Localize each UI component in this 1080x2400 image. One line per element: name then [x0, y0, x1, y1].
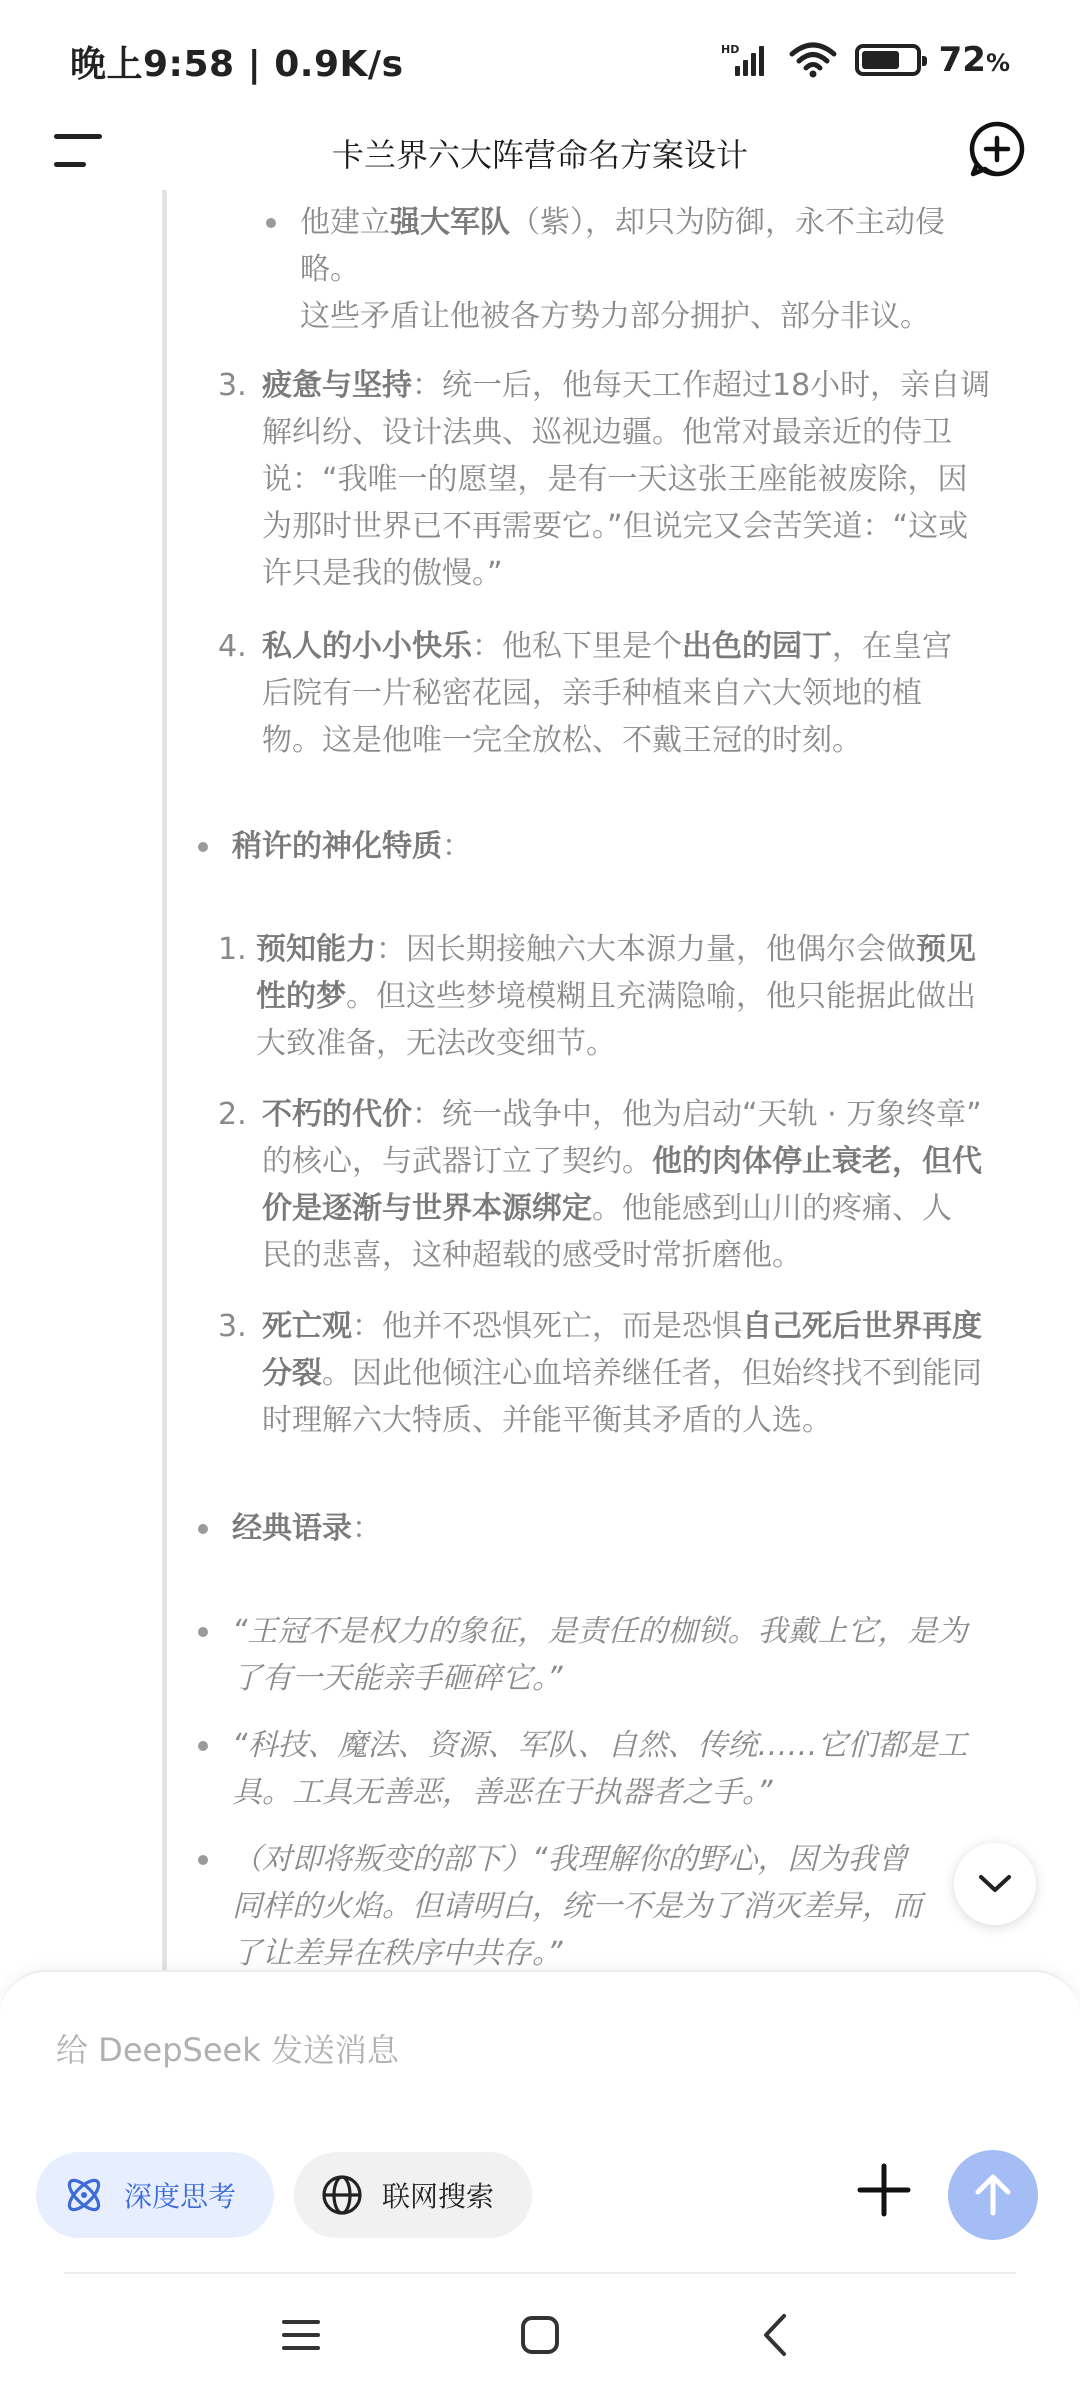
bold-text: 分裂 [262, 1356, 322, 1391]
battery-percent [939, 40, 1010, 80]
bullet-dot [198, 1855, 208, 1865]
bullet-dot [198, 1741, 208, 1751]
text-span: 。因此他倾注心血培养继任者，但始终找不到能同 [322, 1356, 982, 1391]
list-item [262, 363, 990, 409]
list-item [256, 927, 976, 973]
app-header [0, 120, 1080, 180]
text-span: ： [442, 829, 472, 864]
text-span: 。但这些梦境模糊且充满隐喻，他只能据此做出 [346, 979, 976, 1014]
home-icon[interactable] [515, 2310, 565, 2360]
send-button[interactable] [948, 2150, 1038, 2240]
bold-text: 稍许的神化特质 [232, 829, 442, 864]
atom-icon [62, 2173, 106, 2217]
bold-text: 疲惫与坚持 [262, 368, 412, 403]
list-item-line: 民的悲喜，这种超载的感受时常折磨他。 [262, 1238, 802, 1273]
new-chat-button[interactable] [968, 120, 1026, 178]
battery-unit: % [985, 49, 1010, 77]
quote-line: 了有一天能亲手砸碎它。” [232, 1661, 563, 1696]
bullet-dot [198, 842, 208, 852]
quote-line: 了让差异在秩序中共存。” [232, 1936, 563, 1970]
quote-line: “王冠不是权力的象征，是责任的枷锁。我戴上它，是为 [232, 1614, 968, 1649]
status-icons [721, 38, 1010, 82]
list-item-line [256, 974, 976, 1020]
composer-divider [64, 2272, 1016, 2274]
text-span: 。他能感到山川的疼痛、人 [592, 1191, 952, 1226]
back-icon[interactable] [752, 2310, 802, 2360]
text-span: ： [352, 1511, 382, 1546]
list-number: 2. [218, 1097, 247, 1132]
text-span: （紫），却只为防御，永不主动侵 [510, 205, 945, 240]
list-number: 3. [218, 368, 247, 403]
list-item [262, 624, 952, 670]
list-number: 4. [218, 629, 247, 664]
status-bar [0, 0, 1080, 120]
arrow-up-icon [973, 2173, 1013, 2217]
bullet-dot [198, 1524, 208, 1534]
bold-text: 经典语录 [232, 1511, 352, 1546]
section-heading-quotes [232, 1506, 382, 1552]
bold-text: 强大军队 [390, 205, 510, 240]
list-item-line [262, 1186, 952, 1232]
list-item-line: 大致准备，无法改变细节。 [256, 1026, 616, 1061]
text-span: ，在皇宫 [832, 629, 952, 664]
list-number: 3. [218, 1309, 247, 1344]
quote-line: 具。工具无善恶，善恶在于执器者之手。” [232, 1775, 773, 1810]
web-search-toggle[interactable] [294, 2152, 532, 2238]
battery-icon [855, 44, 921, 76]
bullet-army-l2: 略。 [300, 252, 360, 287]
message-input[interactable] [56, 2020, 916, 2080]
list-item-line [262, 1351, 982, 1397]
quote-line: （对即将叛变的部下）“我理解你的野心，因为我曾 [232, 1842, 908, 1877]
bold-text: 自己死后世界再度 [742, 1309, 982, 1344]
text-span: ：统一后，他每天工作超过18小时，亲自调 [412, 368, 991, 403]
page-title: 卡兰界六大阵营命名方案设计 [331, 136, 748, 174]
quote-bar [162, 190, 167, 1970]
list-number: 1. [218, 932, 247, 967]
list-item-line: 说：“我唯一的愿望，是有一天这张王座能被废除，因 [262, 462, 968, 497]
scroll-down-button[interactable] [954, 1843, 1036, 1925]
status-time: 晚上9:58 | 0.9K/s [70, 44, 404, 85]
quote-line: “科技、魔法、资源、军队、自然、传统……它们都是工 [232, 1728, 968, 1763]
list-item-line: 时理解六大特质、并能平衡其矛盾的人选。 [262, 1403, 832, 1438]
deep-think-toggle[interactable] [36, 2152, 274, 2238]
bold-text: 预见 [916, 932, 976, 967]
text-span: 的核心，与武器订立了契约。 [262, 1144, 652, 1179]
text-span: 他建立 [300, 205, 390, 240]
attach-plus-button[interactable] [856, 2162, 912, 2218]
bullet-dot [198, 1627, 208, 1637]
deep-think-label: 深度思考 [124, 2180, 237, 2213]
bold-text: 他的肉体停止衰老，但代 [652, 1144, 982, 1179]
bullet-dot [266, 218, 276, 228]
web-search-label: 联网搜索 [382, 2180, 495, 2213]
list-item-line: 后院有一片秘密花园，亲手种植来自六大领地的植 [262, 676, 922, 711]
bold-text: 性的梦 [256, 979, 346, 1014]
text-span: ：他私下里是个 [472, 629, 682, 664]
globe-icon [320, 2173, 364, 2217]
quote-line: 同样的火焰。但请明白，统一不是为了消灭差异，而 [232, 1889, 922, 1924]
svg-text:HD: HD [720, 43, 739, 56]
list-item-line: 为那时世界已不再需要它。”但说完又会苦笑道：“这或 [262, 509, 969, 544]
list-item [262, 1304, 982, 1350]
wifi-icon [789, 42, 837, 78]
bold-text: 出色的园丁 [682, 629, 832, 664]
bold-text: 预知能力 [256, 932, 376, 967]
text-span: ：统一战争中，他为启动“天轨 · 万象终章” [412, 1097, 982, 1132]
list-item-line: 解纠纷、设计法典、巡视边疆。他常对最亲近的侍卫 [262, 415, 952, 450]
bold-text: 不朽的代价 [262, 1097, 412, 1132]
bold-text: 死亡观 [262, 1309, 352, 1344]
list-item-line: 物。这是他唯一完全放松、不戴王冠的时刻。 [262, 723, 862, 758]
bullet-army-l3: 这些矛盾让他被各方势力部分拥护、部分非议。 [300, 299, 930, 334]
section-heading-divine [232, 824, 472, 870]
list-item [262, 1092, 982, 1138]
system-nav-bar [0, 2290, 1080, 2380]
battery-level [862, 51, 899, 69]
message-content [0, 190, 1080, 1970]
text-span: ：因长期接触六大本源力量，他偶尔会做 [376, 932, 916, 967]
bullet-army [300, 200, 945, 246]
chevron-down-icon [978, 1874, 1012, 1894]
list-item-line [262, 1139, 982, 1185]
battery-value: 72 [938, 40, 986, 80]
bold-text: 私人的小小快乐 [262, 629, 472, 664]
text-span: ：他并不恐惧死亡，而是恐惧 [352, 1309, 742, 1344]
hd-signal-icon [721, 42, 771, 78]
bold-text: 价是逐渐与世界本源绑定 [262, 1191, 592, 1226]
recents-icon[interactable] [276, 2310, 326, 2360]
list-item-line: 许只是我的傲慢。” [262, 556, 503, 591]
